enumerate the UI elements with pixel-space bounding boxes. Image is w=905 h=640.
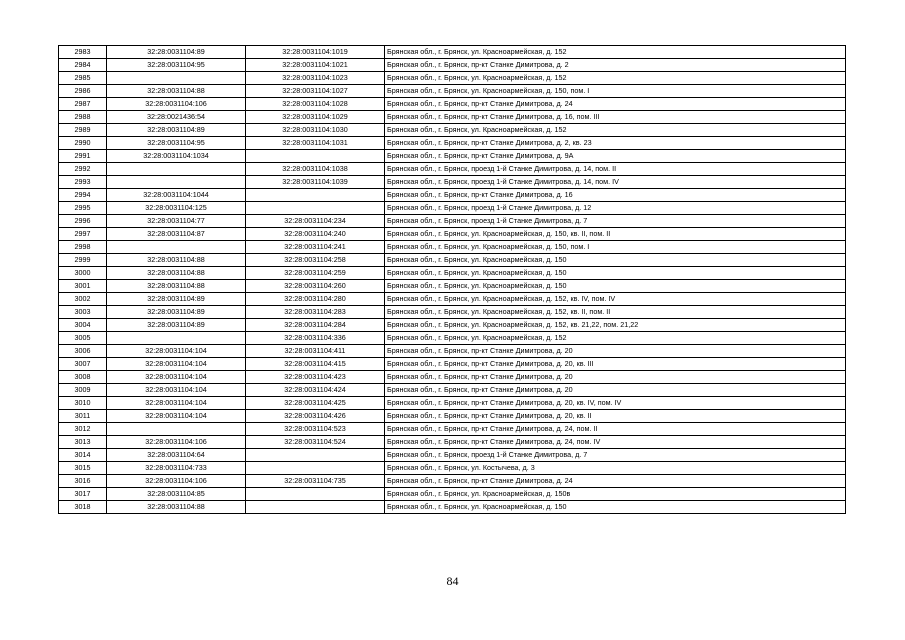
address-cell: Брянская обл., г. Брянск, ул. Красноармейская, д. 152 — [385, 72, 846, 85]
table-row — [59, 176, 846, 189]
table-row — [59, 410, 846, 423]
linked-cadastral-number-cell: 32:28:0031104:240 — [246, 228, 385, 241]
cadastral-number-cell: 32:28:0031104:733 — [107, 462, 246, 475]
table-row — [59, 189, 846, 202]
table-row — [59, 423, 846, 436]
cadastral-number-cell — [107, 241, 246, 254]
cadastral-number-cell: 32:28:0031104:125 — [107, 202, 246, 215]
address-cell: Брянская обл., г. Брянск, проезд 1-й Станке Димитрова, д. 7 — [385, 449, 846, 462]
table-row — [59, 150, 846, 163]
row-number-cell: 3018 — [59, 501, 107, 514]
address-cell: Брянская обл., г. Брянск, пр-кт Станке Димитрова, д. 2, кв. 23 — [385, 137, 846, 150]
cadastral-number-cell — [107, 72, 246, 85]
cadastral-number-cell: 32:28:0031104:88 — [107, 254, 246, 267]
cadastral-number-cell: 32:28:0031104:88 — [107, 85, 246, 98]
linked-cadastral-number-cell: 32:28:0031104:1023 — [246, 72, 385, 85]
linked-cadastral-number-cell: 32:28:0031104:1031 — [246, 137, 385, 150]
table-row — [59, 202, 846, 215]
row-number-cell: 3011 — [59, 410, 107, 423]
linked-cadastral-number-cell: 32:28:0031104:415 — [246, 358, 385, 371]
address-cell: Брянская обл., г. Брянск, ул. Красноармейская, д. 150 — [385, 280, 846, 293]
linked-cadastral-number-cell: 32:28:0031104:234 — [246, 215, 385, 228]
linked-cadastral-number-cell — [246, 150, 385, 163]
address-cell: Брянская обл., г. Брянск, ул. Красноармейская, д. 152 — [385, 332, 846, 345]
address-cell: Брянская обл., г. Брянск, пр-кт Станке Димитрова, д. 20 — [385, 384, 846, 397]
linked-cadastral-number-cell — [246, 449, 385, 462]
table-row — [59, 46, 846, 59]
cadastral-number-cell — [107, 176, 246, 189]
address-cell: Брянская обл., г. Брянск, проезд 1-й Станке Димитрова, д. 7 — [385, 215, 846, 228]
cadastral-number-cell: 32:28:0031104:85 — [107, 488, 246, 501]
table-row — [59, 241, 846, 254]
linked-cadastral-number-cell: 32:28:0031104:1030 — [246, 124, 385, 137]
table-row — [59, 293, 846, 306]
cadastral-number-cell: 32:28:0031104:95 — [107, 59, 246, 72]
table-row — [59, 267, 846, 280]
address-cell: Брянская обл., г. Брянск, ул. Красноармейская, д. 150, пом. I — [385, 241, 846, 254]
linked-cadastral-number-cell — [246, 462, 385, 475]
linked-cadastral-number-cell — [246, 501, 385, 514]
address-cell: Брянская обл., г. Брянск, ул. Красноармейская, д. 152, кв. IV, пом. IV — [385, 293, 846, 306]
address-cell: Брянская обл., г. Брянск, ул. Красноармейская, д. 150 — [385, 254, 846, 267]
address-cell: Брянская обл., г. Брянск, ул. Красноармейская, д. 152 — [385, 124, 846, 137]
cadastral-number-cell: 32:28:0031104:104 — [107, 384, 246, 397]
row-number-cell: 2984 — [59, 59, 107, 72]
table-row — [59, 280, 846, 293]
address-cell: Брянская обл., г. Брянск, проезд 1-й Станке Димитрова, д. 12 — [385, 202, 846, 215]
table-row — [59, 111, 846, 124]
linked-cadastral-number-cell: 32:28:0031104:258 — [246, 254, 385, 267]
address-cell: Брянская обл., г. Брянск, пр-кт Станке Димитрова, д. 20, кв. II — [385, 410, 846, 423]
address-cell: Брянская обл., г. Брянск, пр-кт Станке Димитрова, д. 20, кв. IV, пом. IV — [385, 397, 846, 410]
linked-cadastral-number-cell: 32:28:0031104:1038 — [246, 163, 385, 176]
address-cell: Брянская обл., г. Брянск, пр-кт Станке Димитрова, д. 24, пом. II — [385, 423, 846, 436]
linked-cadastral-number-cell: 32:28:0031104:426 — [246, 410, 385, 423]
row-number-cell: 3002 — [59, 293, 107, 306]
row-number-cell: 2985 — [59, 72, 107, 85]
address-cell: Брянская обл., г. Брянск, ул. Красноармейская, д. 150в — [385, 488, 846, 501]
cadastral-number-cell: 32:28:0031104:89 — [107, 306, 246, 319]
address-cell: Брянская обл., г. Брянск, ул. Костычева, д. 3 — [385, 462, 846, 475]
table-row — [59, 306, 846, 319]
cadastral-number-cell: 32:28:0031104:106 — [107, 436, 246, 449]
linked-cadastral-number-cell: 32:28:0031104:411 — [246, 345, 385, 358]
table-row — [59, 345, 846, 358]
row-number-cell: 3005 — [59, 332, 107, 345]
cadastral-number-cell: 32:28:0031104:88 — [107, 267, 246, 280]
address-cell: Брянская обл., г. Брянск, ул. Красноармейская, д. 152, кв. 21,22, пом. 21,22 — [385, 319, 846, 332]
row-number-cell: 2999 — [59, 254, 107, 267]
row-number-cell: 2994 — [59, 189, 107, 202]
address-cell: Брянская обл., г. Брянск, ул. Красноармейская, д. 150 — [385, 501, 846, 514]
row-number-cell: 3016 — [59, 475, 107, 488]
cadastral-number-cell: 32:28:0031104:104 — [107, 410, 246, 423]
linked-cadastral-number-cell: 32:28:0031104:423 — [246, 371, 385, 384]
linked-cadastral-number-cell: 32:28:0031104:1019 — [246, 46, 385, 59]
address-cell: Брянская обл., г. Брянск, проезд 1-й Станке Димитрова, д. 14, пом. II — [385, 163, 846, 176]
row-number-cell: 3013 — [59, 436, 107, 449]
linked-cadastral-number-cell: 32:28:0031104:280 — [246, 293, 385, 306]
table-row — [59, 137, 846, 150]
table-row — [59, 397, 846, 410]
row-number-cell: 3004 — [59, 319, 107, 332]
row-number-cell: 2995 — [59, 202, 107, 215]
table-row — [59, 371, 846, 384]
cadastral-number-cell: 32:28:0031104:87 — [107, 228, 246, 241]
row-number-cell: 2988 — [59, 111, 107, 124]
row-number-cell: 3009 — [59, 384, 107, 397]
row-number-cell: 3000 — [59, 267, 107, 280]
cadastral-number-cell: 32:28:0031104:64 — [107, 449, 246, 462]
linked-cadastral-number-cell: 32:28:0031104:1021 — [246, 59, 385, 72]
linked-cadastral-number-cell: 32:28:0031104:1028 — [246, 98, 385, 111]
address-cell: Брянская обл., г. Брянск, пр-кт Станке Димитрова, д. 20 — [385, 345, 846, 358]
linked-cadastral-number-cell: 32:28:0031104:523 — [246, 423, 385, 436]
linked-cadastral-number-cell: 32:28:0031104:524 — [246, 436, 385, 449]
property-registry-table — [58, 45, 846, 514]
linked-cadastral-number-cell: 32:28:0031104:241 — [246, 241, 385, 254]
linked-cadastral-number-cell: 32:28:0031104:1029 — [246, 111, 385, 124]
address-cell: Брянская обл., г. Брянск, пр-кт Станке Димитрова, д. 24, пом. IV — [385, 436, 846, 449]
cadastral-number-cell: 32:28:0031104:104 — [107, 345, 246, 358]
row-number-cell: 2991 — [59, 150, 107, 163]
linked-cadastral-number-cell: 32:28:0031104:735 — [246, 475, 385, 488]
table-row — [59, 488, 846, 501]
cadastral-number-cell: 32:28:0031104:1034 — [107, 150, 246, 163]
table-row — [59, 501, 846, 514]
table-row — [59, 449, 846, 462]
address-cell: Брянская обл., г. Брянск, пр-кт Станке Димитрова, д. 24 — [385, 475, 846, 488]
cadastral-number-cell — [107, 423, 246, 436]
row-number-cell: 3012 — [59, 423, 107, 436]
cadastral-number-cell: 32:28:0031104:89 — [107, 319, 246, 332]
row-number-cell: 2998 — [59, 241, 107, 254]
cadastral-number-cell: 32:28:0031104:89 — [107, 124, 246, 137]
linked-cadastral-number-cell: 32:28:0031104:259 — [246, 267, 385, 280]
address-cell: Брянская обл., г. Брянск, пр-кт Станке Димитрова, д. 20 — [385, 371, 846, 384]
row-number-cell: 3001 — [59, 280, 107, 293]
linked-cadastral-number-cell — [246, 488, 385, 501]
row-number-cell: 2990 — [59, 137, 107, 150]
linked-cadastral-number-cell: 32:28:0031104:1039 — [246, 176, 385, 189]
table-row — [59, 332, 846, 345]
row-number-cell: 3015 — [59, 462, 107, 475]
cadastral-number-cell: 32:28:0031104:104 — [107, 397, 246, 410]
linked-cadastral-number-cell: 32:28:0031104:425 — [246, 397, 385, 410]
address-cell: Брянская обл., г. Брянск, ул. Красноармейская, д. 152, кв. II, пом. II — [385, 306, 846, 319]
table-row — [59, 59, 846, 72]
cadastral-number-cell: 32:28:0031104:104 — [107, 371, 246, 384]
cadastral-number-cell: 32:28:0031104:104 — [107, 358, 246, 371]
page-number: 84 — [446, 574, 459, 588]
address-cell: Брянская обл., г. Брянск, пр-кт Станке Димитрова, д. 2 — [385, 59, 846, 72]
cadastral-number-cell: 32:28:0031104:88 — [107, 280, 246, 293]
cadastral-number-cell: 32:28:0031104:1044 — [107, 189, 246, 202]
row-number-cell: 3014 — [59, 449, 107, 462]
row-number-cell: 2989 — [59, 124, 107, 137]
table-row — [59, 215, 846, 228]
linked-cadastral-number-cell: 32:28:0031104:1027 — [246, 85, 385, 98]
row-number-cell: 2983 — [59, 46, 107, 59]
row-number-cell: 2992 — [59, 163, 107, 176]
row-number-cell: 3010 — [59, 397, 107, 410]
row-number-cell: 3017 — [59, 488, 107, 501]
cadastral-number-cell: 32:28:0031104:77 — [107, 215, 246, 228]
address-cell: Брянская обл., г. Брянск, пр-кт Станке Димитрова, д. 16 — [385, 189, 846, 202]
row-number-cell: 3008 — [59, 371, 107, 384]
row-number-cell: 2986 — [59, 85, 107, 98]
cadastral-number-cell: 32:28:0031104:106 — [107, 98, 246, 111]
table-row — [59, 98, 846, 111]
address-cell: Брянская обл., г. Брянск, ул. Красноармейская, д. 150, пом. I — [385, 85, 846, 98]
linked-cadastral-number-cell: 32:28:0031104:283 — [246, 306, 385, 319]
table-row — [59, 163, 846, 176]
cadastral-number-cell — [107, 332, 246, 345]
cadastral-number-cell: 32:28:0031104:95 — [107, 137, 246, 150]
row-number-cell: 3007 — [59, 358, 107, 371]
table-row — [59, 384, 846, 397]
table-row — [59, 124, 846, 137]
row-number-cell: 2996 — [59, 215, 107, 228]
linked-cadastral-number-cell: 32:28:0031104:284 — [246, 319, 385, 332]
linked-cadastral-number-cell: 32:28:0031104:424 — [246, 384, 385, 397]
cadastral-number-cell: 32:28:0021436:54 — [107, 111, 246, 124]
table-row — [59, 85, 846, 98]
address-cell: Брянская обл., г. Брянск, проезд 1-й Станке Димитрова, д. 14, пом. IV — [385, 176, 846, 189]
address-cell: Брянская обл., г. Брянск, пр-кт Станке Димитрова, д. 20, кв. III — [385, 358, 846, 371]
address-cell: Брянская обл., г. Брянск, пр-кт Станке Димитрова, д. 9А — [385, 150, 846, 163]
cadastral-number-cell — [107, 163, 246, 176]
table-row — [59, 319, 846, 332]
row-number-cell: 2997 — [59, 228, 107, 241]
row-number-cell: 2993 — [59, 176, 107, 189]
table-row — [59, 436, 846, 449]
table-row — [59, 462, 846, 475]
address-cell: Брянская обл., г. Брянск, ул. Красноармейская, д. 150, кв. II, пом. II — [385, 228, 846, 241]
linked-cadastral-number-cell — [246, 202, 385, 215]
table-row — [59, 475, 846, 488]
address-cell: Брянская обл., г. Брянск, ул. Красноармейская, д. 150 — [385, 267, 846, 280]
row-number-cell: 2987 — [59, 98, 107, 111]
row-number-cell: 3003 — [59, 306, 107, 319]
address-cell: Брянская обл., г. Брянск, пр-кт Станке Димитрова, д. 16, пом. III — [385, 111, 846, 124]
registry-table-body — [59, 46, 846, 514]
cadastral-number-cell: 32:28:0031104:89 — [107, 46, 246, 59]
row-number-cell: 3006 — [59, 345, 107, 358]
table-row — [59, 72, 846, 85]
linked-cadastral-number-cell: 32:28:0031104:260 — [246, 280, 385, 293]
cadastral-number-cell: 32:28:0031104:89 — [107, 293, 246, 306]
table-row — [59, 254, 846, 267]
cadastral-number-cell: 32:28:0031104:106 — [107, 475, 246, 488]
table-row — [59, 358, 846, 371]
linked-cadastral-number-cell: 32:28:0031104:336 — [246, 332, 385, 345]
address-cell: Брянская обл., г. Брянск, ул. Красноармейская, д. 152 — [385, 46, 846, 59]
linked-cadastral-number-cell — [246, 189, 385, 202]
cadastral-number-cell: 32:28:0031104:88 — [107, 501, 246, 514]
address-cell: Брянская обл., г. Брянск, пр-кт Станке Димитрова, д. 24 — [385, 98, 846, 111]
table-row — [59, 228, 846, 241]
